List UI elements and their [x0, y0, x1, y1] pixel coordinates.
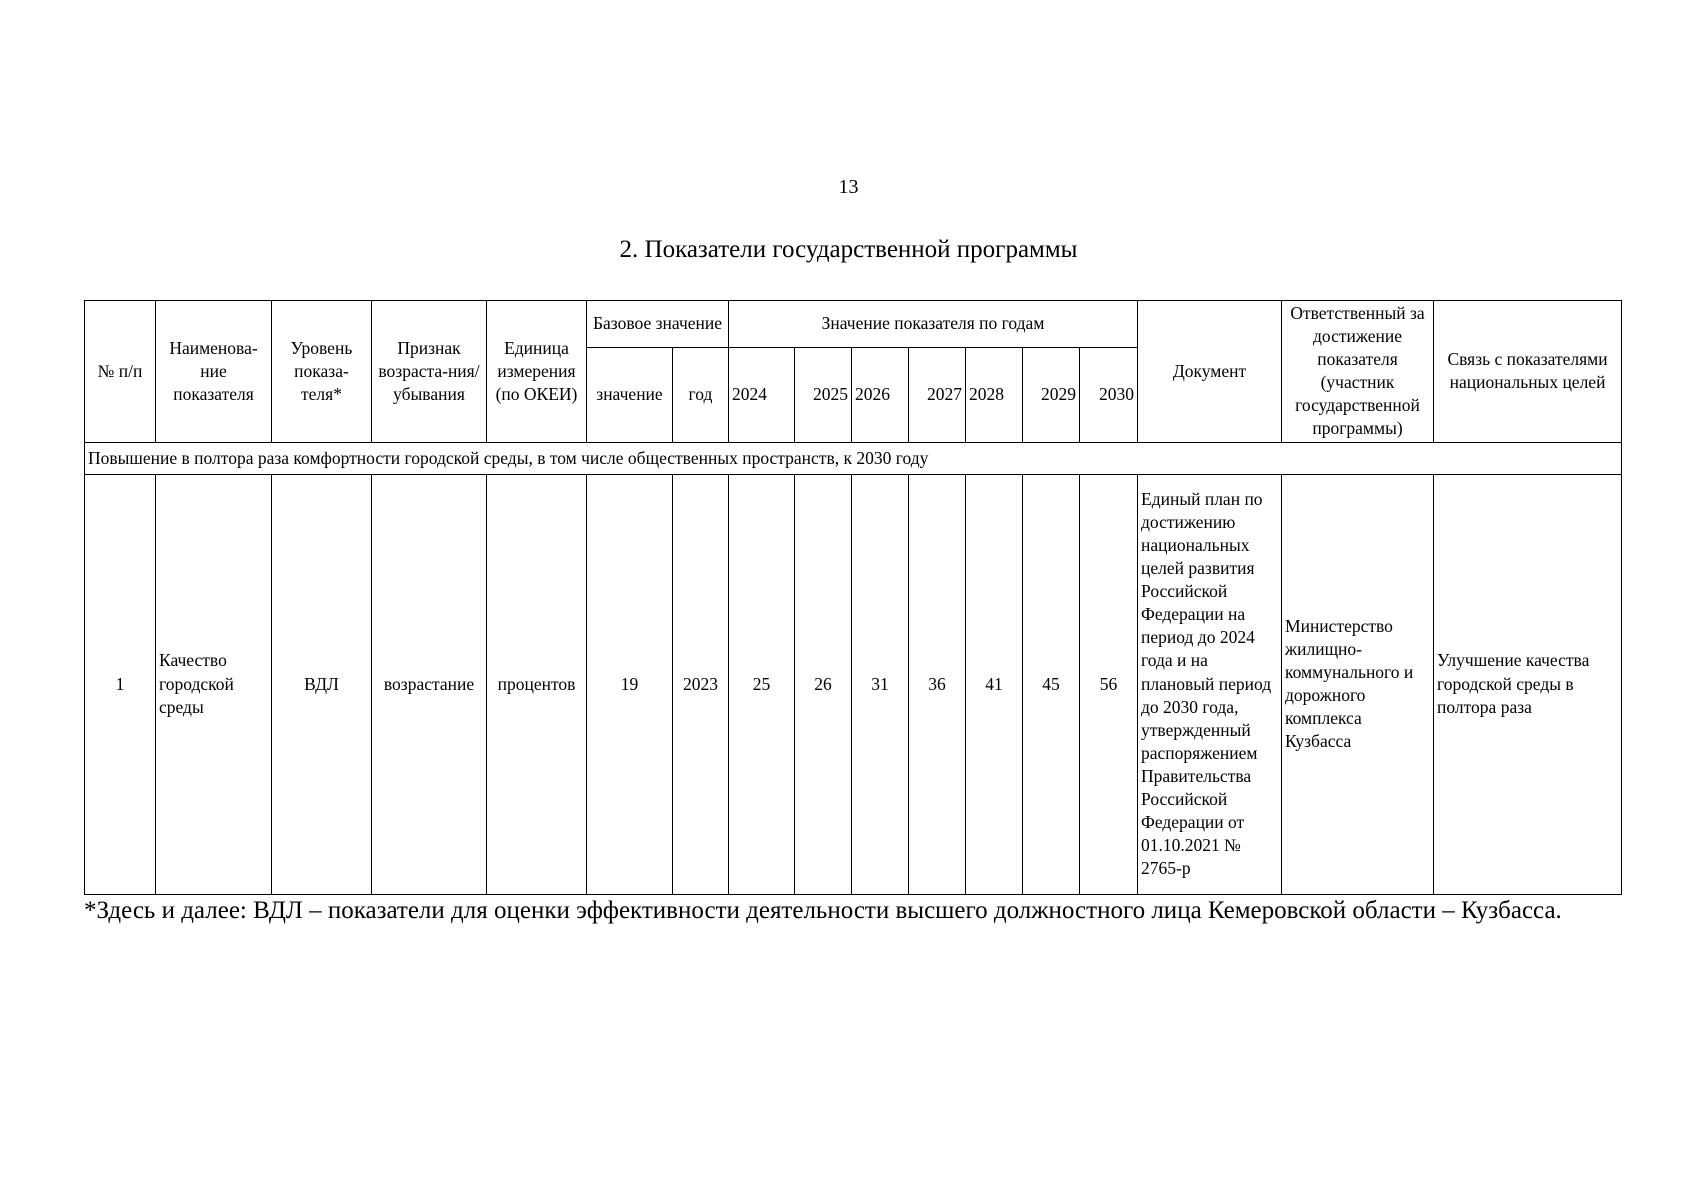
cell-responsible: Министерство жилищно-коммунального и дорожного комплекса Кузбасса	[1282, 474, 1434, 894]
header-sign: Признак возраста-ния/ убывания	[372, 301, 487, 443]
cell-base-value: 19	[587, 474, 673, 894]
page-title: 2. Показатели государственной программы	[619, 236, 1078, 263]
header-by-years: Значение показателя по годам	[729, 301, 1138, 348]
cell-name: Качество городской среды	[156, 474, 272, 894]
header-year: 2025	[795, 347, 852, 442]
indicators-table	[84, 300, 1622, 895]
table-row	[85, 474, 1622, 894]
cell-year-value: 41	[966, 474, 1023, 894]
cell-year-value: 45	[1023, 474, 1080, 894]
header-link: Связь с показателями национальных целей	[1434, 301, 1622, 443]
header-level: Уровень показа-теля*	[272, 301, 372, 443]
header-responsible: Ответственный за достижение показателя (участник государственной программы)	[1282, 301, 1434, 443]
cell-level: ВДЛ	[272, 474, 372, 894]
cell-document: Единый план по достижению национальных целей развития Российской Федерации на период до 2024 года и на плановый период до 2030 года, утвержденный распоряжением Правительства Российской Федерации от 01.10.2021 № 2765-р	[1138, 474, 1282, 894]
cell-year-value: 25	[729, 474, 795, 894]
header-name: Наименова-ние показателя	[156, 301, 272, 443]
header-base-value: значение	[587, 347, 673, 442]
cell-unit: процентов	[487, 474, 587, 894]
cell-year-value: 31	[852, 474, 909, 894]
cell-year-value: 36	[909, 474, 966, 894]
cell-sign: возрастание	[372, 474, 487, 894]
header-year: 2027	[909, 347, 966, 442]
header-year: 2030	[1080, 347, 1138, 442]
cell-year-value: 56	[1080, 474, 1138, 894]
section-heading: Повышение в полтора раза комфортности городской среды, в том числе общественных пространств, к 2030 году	[85, 442, 1622, 474]
header-document: Документ	[1138, 301, 1282, 443]
footnote: *Здесь и далее: ВДЛ – показатели для оценки эффективности деятельности высшего должностного лица Кемеровской области – Кузбасса.	[84, 897, 1562, 924]
cell-year-value: 26	[795, 474, 852, 894]
header-year: 2028	[966, 347, 1023, 442]
header-year: 2029	[1023, 347, 1080, 442]
cell-num: 1	[85, 474, 156, 894]
header-base-year: год	[673, 347, 729, 442]
page-number: 13	[838, 176, 859, 198]
header-base: Базовое значение	[587, 301, 729, 348]
header-year: 2026	[852, 347, 909, 442]
header-num: № п/п	[85, 301, 156, 443]
cell-base-year: 2023	[673, 474, 729, 894]
cell-link: Улучшение качества городской среды в полтора раза	[1434, 474, 1622, 894]
header-unit: Единица измерения (по ОКЕИ)	[487, 301, 587, 443]
header-year: 2024	[729, 347, 795, 442]
